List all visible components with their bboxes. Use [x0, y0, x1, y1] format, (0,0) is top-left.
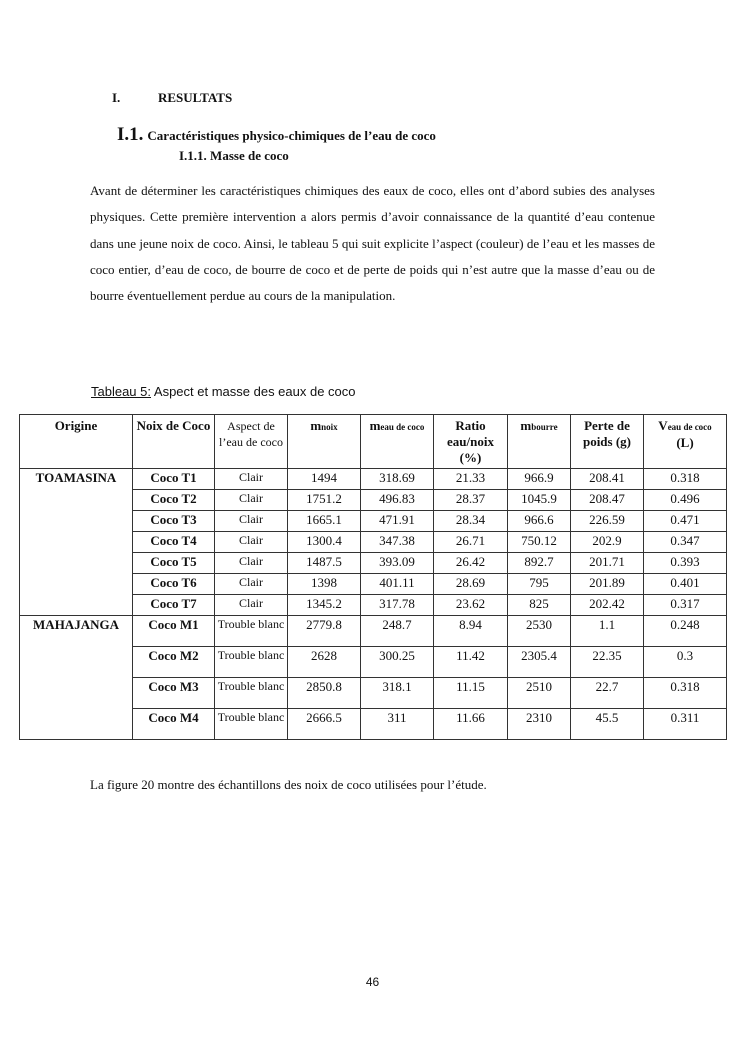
cell-noix: Coco M1 [133, 616, 215, 647]
cell-noix: Coco T5 [133, 553, 215, 574]
cell-mbourre: 892.7 [508, 553, 571, 574]
cell-veau: 0.3 [644, 647, 727, 678]
table-caption-text: Aspect et masse des eaux de coco [151, 384, 356, 399]
cell-ratio: 26.71 [434, 532, 508, 553]
cell-ratio: 28.37 [434, 490, 508, 511]
cell-aspect: Clair [215, 490, 288, 511]
cell-mnoix: 2779.8 [288, 616, 361, 647]
closing-paragraph: La figure 20 montre des échantillons des noix de coco utilisées pour l’étude. [90, 777, 487, 792]
cell-ratio: 11.42 [434, 647, 508, 678]
cell-meau: 318.1 [361, 678, 434, 709]
cell-aspect: Clair [215, 511, 288, 532]
origin-cell: MAHAJANGA [20, 616, 133, 740]
cell-meau: 300.25 [361, 647, 434, 678]
subsection-heading [117, 124, 436, 146]
cell-ratio: 21.33 [434, 469, 508, 490]
cell-meau: 318.69 [361, 469, 434, 490]
section-heading [112, 90, 232, 106]
cell-mnoix: 1398 [288, 574, 361, 595]
cell-meau: 471.91 [361, 511, 434, 532]
header-origine: Origine [20, 415, 133, 469]
cell-ratio: 28.34 [434, 511, 508, 532]
cell-perte: 202.42 [571, 595, 644, 616]
cell-perte: 226.59 [571, 511, 644, 532]
cell-veau: 0.401 [644, 574, 727, 595]
cell-mbourre: 2510 [508, 678, 571, 709]
cell-ratio: 28.69 [434, 574, 508, 595]
cell-meau: 248.7 [361, 616, 434, 647]
cell-ratio: 8.94 [434, 616, 508, 647]
cell-noix: Coco T6 [133, 574, 215, 595]
header-mnoix: mnoix [288, 415, 361, 469]
body-paragraph: Avant de déterminer les caractéristiques chimiques des eaux de coco, elles ont d’abord subies des analyses physiques. Cette première intervention a alors permis d’avoir connaissance de la quantité d’eau contenue dans une jeune noix de coco. Ainsi, le tableau 5 qui suit explicite l’aspect (couleur) de l’eau et les masses de coco entier, d’eau de coco, de bourre de coco et de perte de poids qui n’est autre que la masse d’eau ou de bourre éventuellement perdue au cours de la manipulation. [90, 183, 655, 304]
cell-mnoix: 1300.4 [288, 532, 361, 553]
cell-aspect: Trouble blanc [215, 678, 288, 709]
cell-perte: 208.47 [571, 490, 644, 511]
cell-mnoix: 1487.5 [288, 553, 361, 574]
data-table [19, 414, 727, 740]
cell-noix: Coco M4 [133, 709, 215, 740]
table-header-row [20, 415, 727, 469]
cell-mbourre: 966.9 [508, 469, 571, 490]
table-caption-label: Tableau 5: [91, 384, 151, 399]
page-number: 46 [365, 975, 380, 989]
cell-perte: 45.5 [571, 709, 644, 740]
cell-perte: 202.9 [571, 532, 644, 553]
cell-mbourre: 2310 [508, 709, 571, 740]
cell-noix: Coco M2 [133, 647, 215, 678]
cell-aspect: Clair [215, 574, 288, 595]
cell-veau: 0.318 [644, 678, 727, 709]
cell-mnoix: 1665.1 [288, 511, 361, 532]
cell-noix: Coco T4 [133, 532, 215, 553]
cell-mnoix: 1751.2 [288, 490, 361, 511]
cell-mnoix: 2850.8 [288, 678, 361, 709]
cell-ratio: 11.66 [434, 709, 508, 740]
header-veau: Veau de coco (L) [644, 415, 727, 469]
cell-meau: 401.11 [361, 574, 434, 595]
cell-mbourre: 966.6 [508, 511, 571, 532]
header-aspect: Aspect de l’eau de coco [215, 415, 288, 469]
section-number: I. [112, 90, 121, 105]
cell-veau: 0.318 [644, 469, 727, 490]
cell-perte: 22.7 [571, 678, 644, 709]
cell-ratio: 11.15 [434, 678, 508, 709]
header-perte: Perte de poids (g) [571, 415, 644, 469]
cell-perte: 201.71 [571, 553, 644, 574]
header-meau: meau de coco [361, 415, 434, 469]
cell-perte: 208.41 [571, 469, 644, 490]
table-row [20, 469, 727, 490]
cell-mbourre: 825 [508, 595, 571, 616]
cell-meau: 393.09 [361, 553, 434, 574]
cell-veau: 0.496 [644, 490, 727, 511]
cell-meau: 347.38 [361, 532, 434, 553]
cell-meau: 496.83 [361, 490, 434, 511]
cell-veau: 0.393 [644, 553, 727, 574]
subsubsection-heading: I.1.1. Masse de coco [179, 148, 289, 163]
table-row [20, 616, 727, 647]
cell-noix: Coco M3 [133, 678, 215, 709]
header-noix: Noix de Coco [133, 415, 215, 469]
cell-noix: Coco T7 [133, 595, 215, 616]
cell-veau: 0.347 [644, 532, 727, 553]
cell-aspect: Clair [215, 532, 288, 553]
cell-mbourre: 2530 [508, 616, 571, 647]
cell-noix: Coco T3 [133, 511, 215, 532]
table-caption [91, 384, 356, 399]
cell-meau: 317.78 [361, 595, 434, 616]
cell-mbourre: 795 [508, 574, 571, 595]
cell-mbourre: 750.12 [508, 532, 571, 553]
cell-mbourre: 1045.9 [508, 490, 571, 511]
cell-aspect: Clair [215, 595, 288, 616]
cell-perte: 201.89 [571, 574, 644, 595]
cell-aspect: Trouble blanc [215, 616, 288, 647]
cell-ratio: 26.42 [434, 553, 508, 574]
cell-mnoix: 2666.5 [288, 709, 361, 740]
section-title: RESULTATS [158, 90, 233, 105]
cell-veau: 0.311 [644, 709, 727, 740]
cell-mnoix: 1345.2 [288, 595, 361, 616]
header-mbourre: mbourre [508, 415, 571, 469]
cell-veau: 0.471 [644, 511, 727, 532]
cell-meau: 311 [361, 709, 434, 740]
cell-noix: Coco T1 [133, 469, 215, 490]
cell-aspect: Clair [215, 553, 288, 574]
cell-aspect: Trouble blanc [215, 647, 288, 678]
header-ratio: Ratio eau/noix (%) [434, 415, 508, 469]
cell-mbourre: 2305.4 [508, 647, 571, 678]
cell-aspect: Trouble blanc [215, 709, 288, 740]
cell-perte: 1.1 [571, 616, 644, 647]
cell-perte: 22.35 [571, 647, 644, 678]
cell-mnoix: 2628 [288, 647, 361, 678]
subsection-title: Caractéristiques physico-chimiques de l’eau de coco [147, 128, 436, 143]
cell-veau: 0.248 [644, 616, 727, 647]
cell-aspect: Clair [215, 469, 288, 490]
cell-noix: Coco T2 [133, 490, 215, 511]
cell-mnoix: 1494 [288, 469, 361, 490]
cell-veau: 0.317 [644, 595, 727, 616]
cell-ratio: 23.62 [434, 595, 508, 616]
origin-cell: TOAMASINA [20, 469, 133, 616]
subsection-number: I.1. [117, 124, 144, 145]
